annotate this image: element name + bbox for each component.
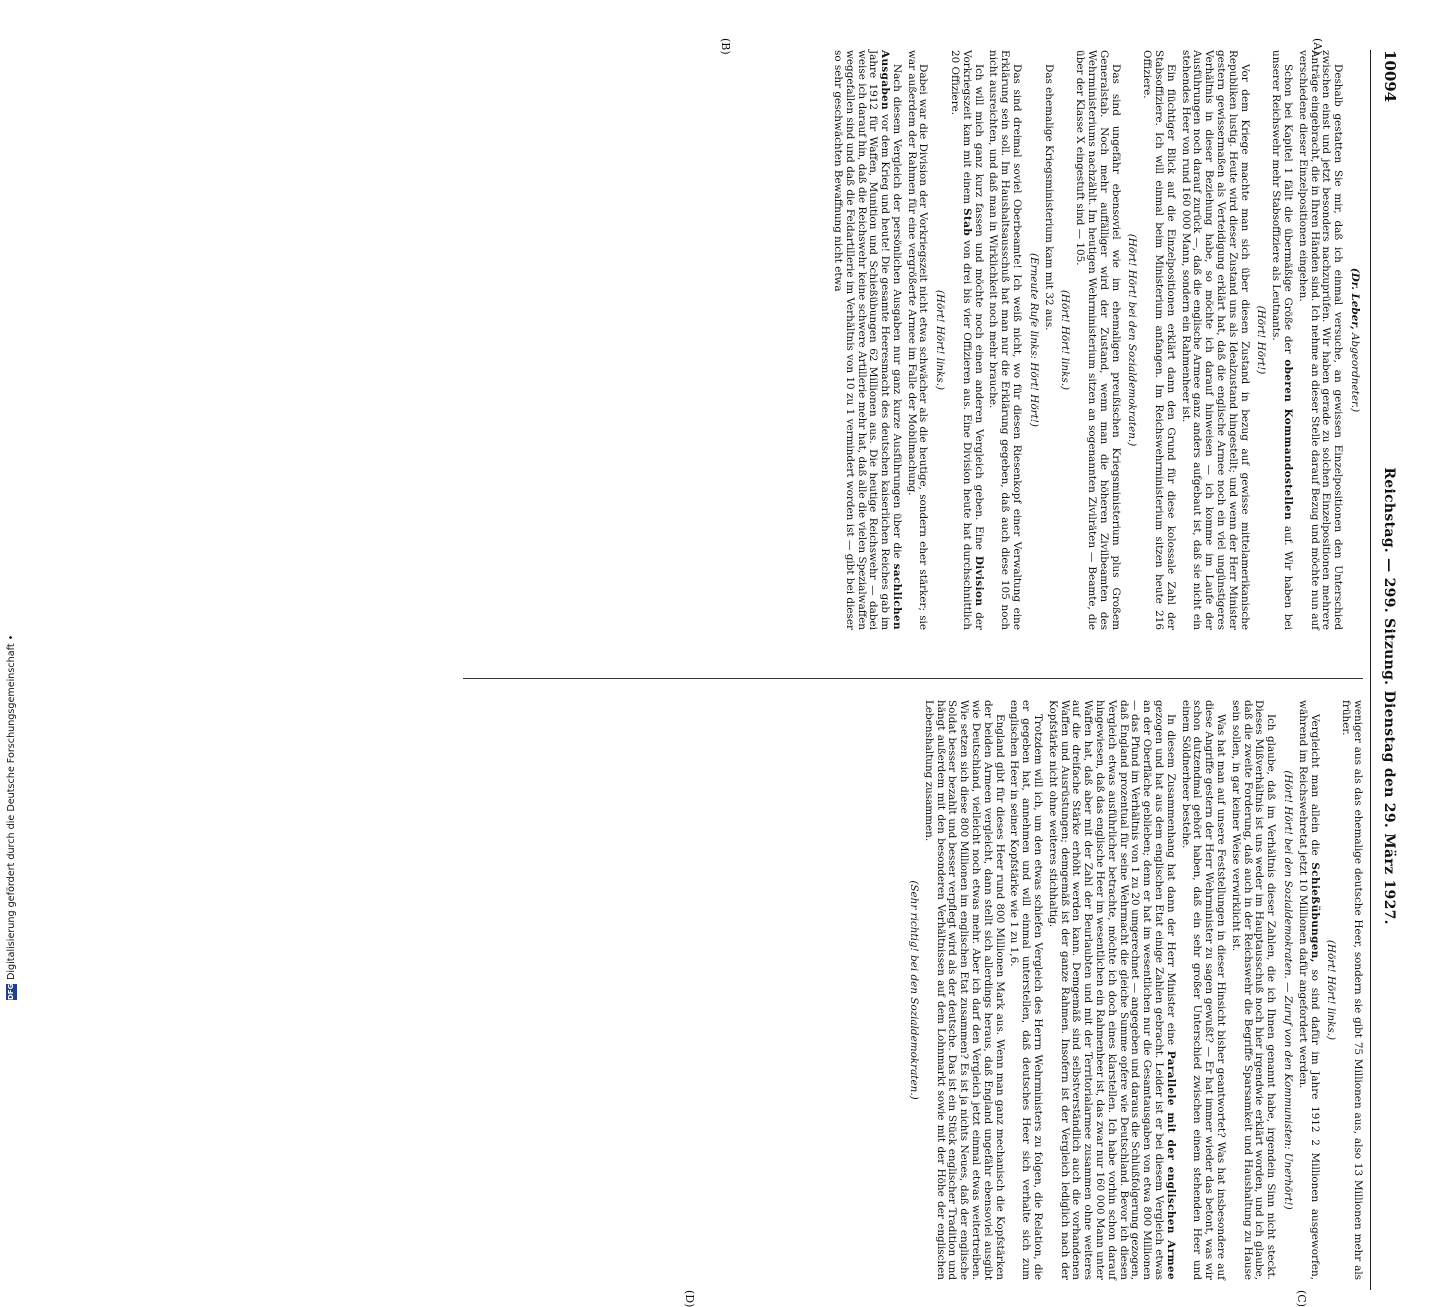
paragraph: Vergleicht man allein die Schießübungen, so sind dafür im Jahre 1912 2 Millionen ausgeworfen, während im Reichswehretat jetzt 10 Millionen dafür angefordert werden. [1296,700,1321,1280]
paragraph: Das ehemalige Kriegsministerium kam mit 32 aus. [1042,64,1055,331]
interjection: (Hört! Hört! links.) [1059,289,1072,391]
emphasis: Parallele mit der englischen Armee [1164,1050,1177,1280]
emphasis: Stab [960,208,973,236]
margin-marker-b: (B) [719,38,732,55]
interjection: (Hört! Hört! links.) [1325,939,1338,1041]
paragraph: weniger aus als das ehemalige deutsche Heer, sondern sie gibt 75 Millionen aus, also 13 Millionen mehr als früher. [1340,700,1364,1280]
paragraph: Das sind dreimal soviel Oberbeamte! Ich weiß nicht, wo für diesen Riesenkopf einer Verwaltung eine Erklärung sein soll. Im Haushaltsausschuß hat man nur die Erklärung gegeben, daß auch diese 105 noch nicht ausreichten, und daß man in Wirklichkeit noch mehr brauche. [987,50,1024,630]
interjection: (Hört! Hört!) [1255,305,1268,375]
paragraph: Das sind ungefähr ebensoviel wie im ehemaligen preußischen Kriegsministerium plus Großem Generalstab. Noch mehr auffälliger wird der Zustand, wenn man die höheren Zivilbeamten des Wehrministeriums nachzählt. Im heutigen Wehrministerium sitzen an sogenannten Zivilräten — Beamte, die über der Klasse X eingestuft sind — 105. [1074,50,1122,630]
interjection: (Hört! Hört! bei den Sozialdemokraten. — Zuruf von den Kommunisten: Unerhört!) [1282,770,1295,1210]
paragraph: Ich will mich ganz kurz fassen und möchte noch einen anderen Vergleich geben. Eine Division der Vorkriegszeit kam mit einem Stab von drei bis vier Offizieren aus. Eine Division heute hat durchschnittlich 20 Offiziere. [949,50,985,630]
credit-text: Digitalisierung gefördert durch die Deutsche Forschungsgemeinschaft • [5,634,17,980]
paragraph: Dabei war die Division der Vorkriegszeit nicht etwa schwächer als die heutige, sondern eher stärker; sie war außerdem der Rahmen für eine vergrößerte Armee im Falle der Mobilmachung. [905,50,930,630]
dfg-logo-icon: DFG [6,983,15,1000]
paragraph: Trotzdem will ich, um den etwas schiefen Vergleich des Herrn Wehrministers zu folgen, die Relation, die er gegeben hat, annehmen und will einmal unterstellen, daß deutsches Heer sich verhalte sich zum englischen Heer in seiner Kopfstärke wie 1 zu 1,6. [1008,700,1045,1280]
emphasis: Schießübungen, [1308,862,1321,963]
emphasis: sachlichen Ausgaben [879,50,903,630]
margin-marker-c: (C) [1295,1290,1308,1307]
left-column [828,50,1363,630]
paragraph: Nach diesem Vergleich der persönlichen Ausgaben nur ganz kurze Ausführungen über die sachlichen Ausgaben vor dem Krieg und heute! Die gesamte Heeresmacht des deutschen kaiserlichen Reiches gab im Jahre 1912 für Waffen, Munition und Schießübungen 62 Millionen aus. Die heutige Reichswehr — dabei weise ich darauf hin, daß die Reichswehr keine schwere Artillerie mehr hat, daß alle die vielen Spezialwaffen weggefallen sind und daß die Feldartillerie im Verhältnis von 10 zu 1 vermindert worden ist — gibt bei dieser so sehr geschwächten Bewaffnung nicht etwa [831,50,903,630]
paragraph: England gibt für dieses Heer rund 800 Millionen Mark aus. Wenn man ganz mechanisch die Kopfstärken der beiden Armeen vergleicht, dann stellt sich allerdings heraus, daß England ungefähr ebensoviel ausgibt wie Deutschland, vielleicht noch etwas mehr. Aber ich darf den Vergleich jetzt einmal etwas weitertreiben. Wie setzen sich diese 800 Millionen im englischen Etat zusammen? Es ist ja nichts Neues, daß der englische Soldat besser bezahlt und besser verpflegt wird als der deutsche. Das ist ein Stück englischer Tradition und hängt außerdem mit den besonderen Verhältnissen auf dem Lohnmarkt sowie mit der Höhe der englischen Lebenshaltung zusammen. [922,700,1006,1280]
right-column [902,700,1363,1280]
digitization-credit [3,0,19,1000]
emphasis: oberen Kommandostellen [1282,359,1295,521]
paragraph: In diesem Zusammenhang hat dann der Herr Minister eine Parallele mit der englischen Armee gezogen und hat aus dem englischen Etat einige Zahlen gebracht. Leider ist er bei diesem Vergleich etwas an der Oberfläche geblieben; denn er hat im wesentlichen nur die Gesamtausgaben von etwa 800 Millionen — das Pfund im Verhältnis von 1 zu 20 umgerechnet — angegeben und daraus die Schlußfolgerung gezogen, daß England prozentual für seine Wehrmacht die gleiche Summe opfere wie Deutschland. Bevor ich diesen Vergleich etwas ausführlicher betrachte, möchte ich doch eines klarstellen. Ich habe vorhin schon darauf hingewiesen, daß das englische Heer im wesentlichen ein Rahmenheer ist, das zwar nur 160 000 Mann unter Waffen hat, daß aber mit der Zahl der Beurlaubten und mit der Territorialarmee zusammen ohne weiteres auf die dreifache Stärke erhöht werden kann. Demgemäß sind selbstverständlich auch die vorhandenen Waffen und Ausrüstungen; demgemäß ist der ganze Rahmen. Insofern ist der Vergleich lediglich nach der Kopfstärke nicht ohne weiteres stichhaltig. [1046,700,1177,1280]
page-number: 10094 [1381,50,1399,103]
paragraph: Vor dem Kriege machte man sich über diesen Zustand in bezug auf gewisse mittelamerikanische Republiken lustig. Heute wird dieser Zustand uns als Idealzustand hingestellt; und wenn der Herr Minister gestern gewissermaßen als Verteidigung erklärt hat, daß die englische Armee noch ein viel ungünstigeres Verhältnis in dieser Beziehung habe, so möchte ich darauf hinweisen — ich komme im Laufe der Ausführungen noch darauf zurück —, daß die englische Armee ganz anders aufgebaut ist, daß sie nicht ein stehendes Heer von rund 160 000 Mann, sondern ein Rahmenheer ist. [1179,50,1251,630]
interjection: (Sehr richtig! bei den Sozialdemokraten.) [908,880,921,1100]
paragraph: Ein flüchtiger Blick auf die Einzelpositionen erklärt dann den Grund für diese kolossale Zahl der Stabsoffiziere. Ich will einmal beim Ministerium anfangen. Im Reichswehrministerium sitzen heute 216 Offiziere. [1141,50,1177,630]
interjection: (Hört! Hört! bei den Sozialdemokraten.) [1126,233,1139,447]
margin-marker-d: (D) [683,1290,696,1307]
interjection: (Hört! Hört! links.) [934,289,947,391]
paragraph: Schon bei Kapitel 1 fällt die übermäßige Größe der oberen Kommandostellen auf. Wir haben bei unserer Reichswehr mehr Stabsoffiziere als Leutnants. [1270,50,1295,630]
paragraph: Was hat man auf unsere Feststellungen in dieser Hinsicht bisher geantwortet? Was hat insbesondere auf diese Angriffe gestern der Herr Wehrminister zu sagen gewußt? — Er hat immer wieder das betont, was wir schon dutzendmal gehört haben, daß ein sehr großer Unterschied zwischen einem stehenden Heer und einem Söldnerheer bestehe. [1179,700,1228,1280]
emphasis: Division [972,555,985,607]
speaker-name: (Dr. Leber, [1349,267,1361,330]
page-header [1370,50,1399,1290]
paragraph: Ich glaube, daß im Verhältnis dieser Zahlen, die ich Ihnen genannt habe, irgendein Sinn nicht steckt. Dieses Mißverhältnis ist uns weder im Hauptausschuß noch hier irgendwie erklärt worden, und ich glaube, daß die zweite Forderung, daß auch in der Reichswehr die Begriffe Sparsamkeit und Haushaltung zu Hause sein sollen, in gar keiner Weise verwirklicht ist. [1229,700,1278,1280]
margin-marker-a: (A) [1311,38,1324,55]
interjection: (Erneute Rufe links: Hört! Hört!) [1027,253,1040,427]
running-title: Reichstag. — 299. Sitzung. Dienstag den 29. März 1927. [1381,467,1397,925]
speaker-line [1348,50,1360,630]
speaker-role: Abgeordneter.) [1349,332,1361,413]
paragraph: Deshalb gestatten Sie mir, daß ich einmal versuche, an gewissen Einzelpositionen den Unterschied zwischen einst und jetzt besonders nachzuprüfen. Wir haben gerade zu solchen Einzelpositionen mehrere Anträge eingebracht, die in Ihren Händen sind. Ich nehme an dieser Stelle darauf Bezug und möchte nun auf verschiedene dieser Einzelpositionen eingehen. [1296,50,1345,630]
rotated-document-page [135,38,1399,1307]
column-divider [463,678,1363,679]
